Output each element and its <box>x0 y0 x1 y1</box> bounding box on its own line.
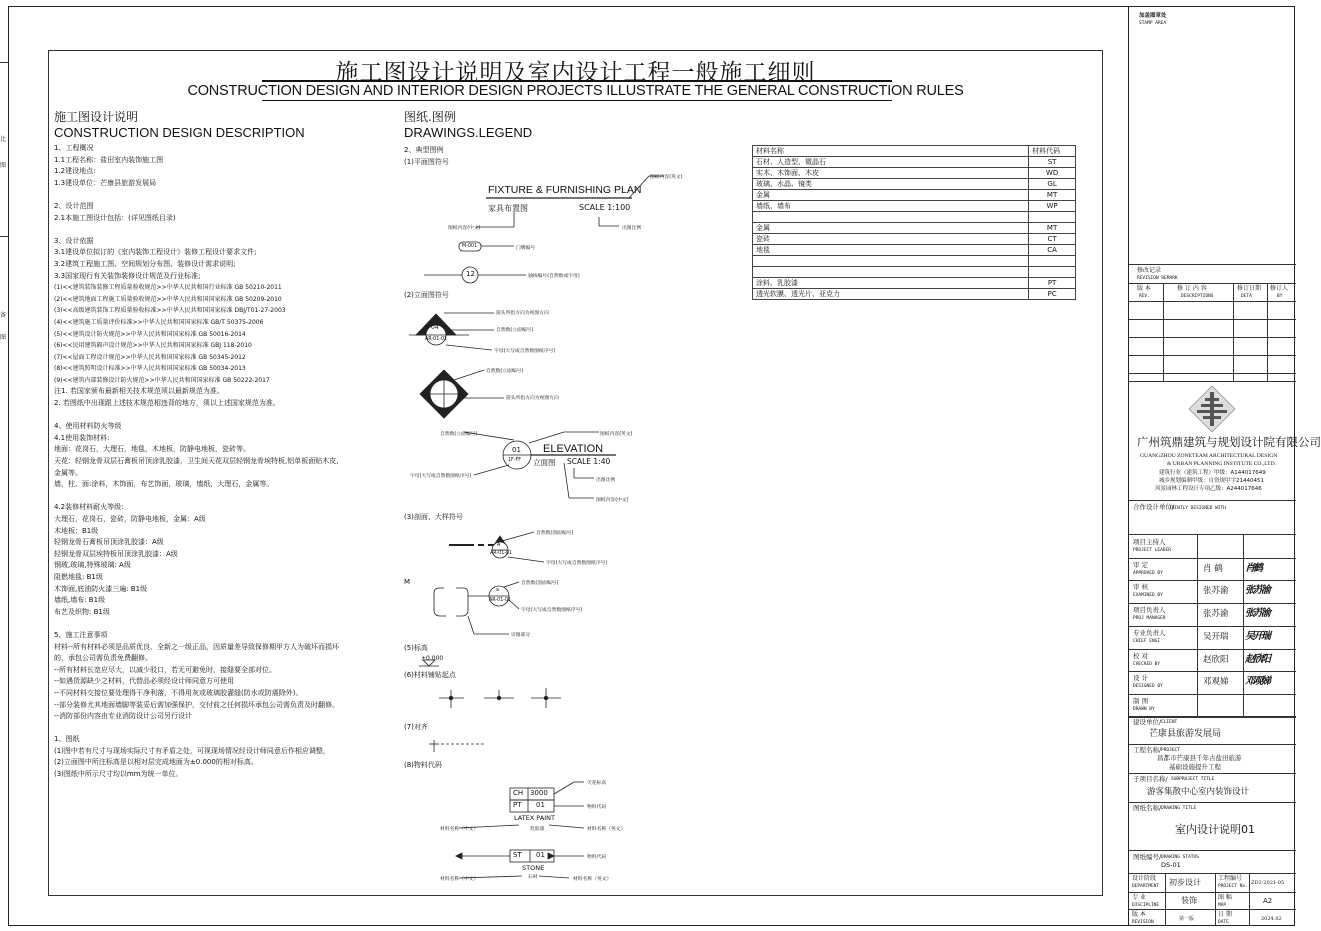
description-line: 天花：轻钢龙骨双层石膏板吊顶涂乳胶漆，卫生间天花双层轻钢龙骨埃特板,铝单板面贴木皮, <box>54 457 339 466</box>
elev-title-cn: 立面图 <box>533 458 556 467</box>
material-code <box>1029 256 1076 267</box>
description-line: (6)<<民用建筑隔声设计规范>>中华人民共和国国家标准 GBJ 118-2010 <box>54 342 252 350</box>
projno-cn: 工程编号 <box>1218 875 1243 882</box>
disc-en: DISCIPLINE <box>1132 903 1160 908</box>
materials-row <box>753 267 1076 278</box>
elev-note-b: 图纸内容(英文) <box>600 432 633 437</box>
materials-row <box>753 245 1076 256</box>
elev-note-d: 出图比例 <box>596 478 616 483</box>
date-cn: 日 期 <box>1218 911 1232 918</box>
description-line: 材料--所有材料必须是品质优良，全新之一级正品，因质量差导致保修期甲方人为破坏而损坏 <box>54 642 340 651</box>
material-name: 透光软膜、透光片、亚克力 <box>753 289 1029 300</box>
rev-title-en: REVISION REMARK <box>1137 276 1178 281</box>
description-line: --不同材料交接位要处理得干净利落，不得用灰或玻璃胶灌缝(防水或防震除外)。 <box>54 688 303 697</box>
role-en: APPROVED BY <box>1133 570 1163 576</box>
code-note-code2: 物料代码 <box>587 855 607 860</box>
description-line: 墙、柱、面:涂料，木饰面，布艺饰面，玻璃，墙纸，大理石，金属等。 <box>54 480 274 489</box>
materials-row <box>753 190 1076 201</box>
client-en: CLIENT <box>1161 720 1178 725</box>
projno-value: ZD2-2021-05 <box>1251 880 1285 886</box>
materials-row <box>753 212 1076 223</box>
project-en: PROJECT <box>1161 748 1180 753</box>
disc-value: 装饰 <box>1181 896 1197 905</box>
role-cn: 审 核 <box>1133 583 1149 592</box>
materials-row <box>753 234 1076 245</box>
legend-symbols <box>404 160 724 890</box>
description-line: 1.2建设地点: <box>54 167 96 176</box>
section-bottom: AR-01-01 <box>490 551 513 556</box>
code-paint-en: LATEX PAINT <box>514 814 556 822</box>
legend-elev-label: (2)立面图符号 <box>404 291 449 299</box>
description-line <box>54 189 394 201</box>
project-line1: 昌都市芒康县千年古盐田旅游 <box>1157 754 1242 762</box>
code-stone-cn: 石材 <box>528 875 538 880</box>
drawing-no-cn: 图纸编号/ <box>1133 853 1162 861</box>
plan-note-en: 图纸内容(英文) <box>650 175 683 180</box>
drawing-title-value: 室内设计说明01 <box>1175 823 1255 836</box>
description-line: (8)<<建筑照明设计标准>>中华人民共和国国家标准 GB 50034-2013 <box>54 365 246 373</box>
left-heading-cn: 施工图设计说明 <box>54 110 139 124</box>
rev-col4-en: BY <box>1277 294 1283 299</box>
projno-en: PROJECT No. <box>1218 884 1248 889</box>
legend-heading-en: DRAWINGS.LEGEND <box>404 125 533 140</box>
code2-b: 01 <box>536 801 545 809</box>
description-line: 3.2建筑工程施工图、空间规划分布图、装修设计需求说明; <box>54 259 236 268</box>
project-cn: 工程名称/ <box>1133 746 1162 754</box>
rev-col3-cn: 修订日期 <box>1237 285 1262 292</box>
material-code: WP <box>1029 201 1076 212</box>
role-cn: 校 对 <box>1133 651 1149 660</box>
size-en: MAP <box>1218 903 1227 908</box>
description-line <box>54 618 394 630</box>
detail-top: a <box>496 588 499 593</box>
description-line: 4.2装修材料耐火等级: <box>54 503 124 512</box>
description-line: (9)<<建筑内部装修设计防火规范>>中华人民共和国国家标准 GB 50222-2017 <box>54 376 270 384</box>
elev1-note-b: 自然数(立面编号) <box>496 328 534 333</box>
material-name: 金属 <box>753 223 1029 234</box>
description-line: 1、工程概况 <box>54 144 94 152</box>
description-line: 木地板：B1级 <box>54 526 99 535</box>
materials-row <box>753 157 1076 168</box>
material-name: 地毯 <box>753 245 1029 256</box>
title-cn: 施工图设计说明及室内设计工程一般施工细则 <box>335 60 816 86</box>
legend-start-label: (6)材料铺贴起点 <box>404 671 456 679</box>
elev-note-c: 字母(大写或自然数图纸序号) <box>410 474 472 479</box>
signature: 张苏渝 <box>1245 585 1269 597</box>
plan-note-scale: 出图比例 <box>622 226 642 231</box>
description-line: (5)<<建筑设计防火规范>>中华人民共和国国家标准 GB 50016-2014 <box>54 330 246 338</box>
description-line: 的，承包公司需负责免费翻修。 <box>54 654 152 663</box>
rev-col4-cn: 修订人 <box>1270 285 1289 292</box>
date-en: DATE <box>1218 920 1229 925</box>
cert2: 城乡规划编制甲级：自资规甲字21440451 <box>1159 478 1264 484</box>
description-line: (2)<<建筑地面工程施工质量验收规范>>中华人民共和国国家标准 GB 50209-2010 <box>54 295 282 303</box>
rev-col2-en: DESCRIPTIONS <box>1181 294 1214 299</box>
client-cn: 建设单位/ <box>1133 718 1162 726</box>
material-name: 玻璃、水晶、镜类 <box>753 179 1029 190</box>
rev-col1-en: REV. <box>1139 294 1150 299</box>
drawing-title-en: DRAWING TITLE <box>1161 806 1197 811</box>
elev-number: 01 <box>512 446 521 454</box>
drawing-no-en: DRAWING STATUS <box>1161 855 1199 860</box>
title-rule <box>262 100 892 101</box>
description-line <box>54 410 394 422</box>
description-line: 金属等。 <box>54 468 82 477</box>
material-code <box>1029 212 1076 223</box>
joint-en: JOINTLY DESIGNED WITH <box>1169 506 1226 511</box>
materials-header-code: 材料代码 <box>1029 146 1076 157</box>
plan-note-cn: 图纸内容(中文) <box>448 226 481 231</box>
materials-row <box>753 223 1076 234</box>
left-edge-label: 备 <box>0 312 7 319</box>
elev1-top: 04 <box>431 324 439 331</box>
legend-heading-cn: 图纸.图例 <box>404 110 456 124</box>
role-en: CHECKED BY <box>1133 661 1161 667</box>
code-note-name-en: 材料名称（英文） <box>587 827 626 832</box>
description-line: 木饰面,底油防火漆三遍: B1级 <box>54 584 148 593</box>
detail-note-c: 详图部分 <box>511 633 531 638</box>
description-line: 布艺及织物: B1级 <box>54 607 110 616</box>
description-line: 2. 若图纸中出现跟上述技术规范相违背的地方，须以上述国家规范为准。 <box>54 399 280 408</box>
description-line: 轻钢龙骨石膏板吊顶涂乳胶漆：A级 <box>54 538 164 547</box>
elev-scale: SCALE 1:40 <box>567 457 611 466</box>
description-line: --所有材料长宽应尽大，以减少驳口，若无可避免时，接缝要全部对位。 <box>54 665 277 674</box>
elev1-note-a: 箭头所指方向为视图方向 <box>496 311 549 316</box>
axis-note: 轴线编号(自然数或字母) <box>528 274 580 279</box>
elev2-note-b: 箭头所指方向为视图方向 <box>506 396 559 401</box>
elev-note-a: 自然数(立面编号) <box>440 432 478 437</box>
title-en: CONSTRUCTION DESIGN AND INTERIOR DESIGN PROJECTS ILLUSTRATE THE GENERAL CONSTRUCTION RULES <box>187 83 964 99</box>
left-heading-en: CONSTRUCTION DESIGN DESCRIPTION <box>54 125 305 140</box>
materials-header-name: 材料名称 <box>753 146 1029 157</box>
material-name <box>753 212 1029 223</box>
material-code: CA <box>1029 245 1076 256</box>
section-note-b: 字母(大写或自然数图纸序号) <box>546 561 608 566</box>
description-line: (3)<<高级建筑装饰工程质量验收标准>>中华人民共和国国家标准 DBJ/T01-27-2003 <box>54 307 286 315</box>
stage-value: 初步设计 <box>1169 878 1201 887</box>
role-name: 张苏渝 <box>1203 609 1229 620</box>
description-line: 3.1建设单位拟订的《室内装饰工程设计》装修工程设计要求文件; <box>54 248 257 257</box>
drawing-no-value: DS-01 <box>1161 861 1181 869</box>
material-code: PT <box>1029 278 1076 289</box>
code-note-name-cn2: 材料名称（中文） <box>440 877 479 882</box>
materials-row <box>753 201 1076 212</box>
rev-col2-cn: 修 订 内 容 <box>1177 285 1207 292</box>
title-block <box>1128 6 1321 926</box>
cert1: 建筑行业（建筑工程）甲级：A144017649 <box>1159 470 1266 476</box>
legend-m-label: M <box>404 578 411 586</box>
role-cn: 设 计 <box>1133 674 1149 683</box>
elev1-note-c: 字母(大写或自然数图纸序号) <box>494 349 556 354</box>
legend-align-label: (7)对齐 <box>404 723 428 731</box>
description-line: 1、图纸 <box>54 735 80 744</box>
axis-number: 12 <box>466 270 475 278</box>
description-line <box>54 224 394 236</box>
section-note-a: 自然数(剖面编号) <box>536 531 574 536</box>
materials-row <box>753 256 1076 267</box>
subproject-value: 游客集散中心室内装饰设计 <box>1147 787 1250 797</box>
description-line: 注1. 若国家颁布最新相关技术规范须以最新规范为准。 <box>54 387 224 396</box>
description-line: (1)图中若有尺寸与现场实际尺寸有矛盾之处，可视现场情况经设计师同意后作相应调整， <box>54 746 330 755</box>
detail-bottom: AR-01-01 <box>489 598 512 603</box>
description-line <box>54 491 394 503</box>
code-note-code: 物料代码 <box>587 805 607 810</box>
description-line: 3、设计依据 <box>54 236 94 245</box>
legend-section-detail-label: (3)剖面、大样符号 <box>404 513 463 521</box>
description-line: (2)立面图中所注标高是以相对层完成地面为±0.000的相对标高。 <box>54 758 258 767</box>
description-line: --部分装修尤其地面墙脚等装妥后需加强保护，交付前之任何损坏承包公司需负责及时翻修。 <box>54 700 340 709</box>
role-name: 赵欣阳 <box>1203 654 1229 665</box>
code-paint-cn: 乳胶漆 <box>530 827 545 832</box>
description-line: 2、设计范围 <box>54 201 94 210</box>
materials-row <box>753 168 1076 179</box>
elev1-bottom: AR-01-01 <box>425 337 448 342</box>
material-code <box>1029 267 1076 278</box>
stamp-cn: 加盖图章处 <box>1139 13 1167 19</box>
legend-level-label: (5)标高 <box>404 644 428 652</box>
detail-note-a: 自然数(剖面编号) <box>521 581 559 586</box>
role-en: PROJECT LEADER <box>1133 548 1171 553</box>
description-line: 4、使用材料防火等级 <box>54 422 122 431</box>
stage-cn: 设计阶段 <box>1132 875 1157 882</box>
rev-en: REVISION <box>1132 920 1154 925</box>
description-line: 1.1工程名称：盐田室内装饰施工图 <box>54 155 164 164</box>
elev2-note-a: 自然数(立面编号) <box>486 369 524 374</box>
material-name: 涂料、乳胶漆 <box>753 278 1029 289</box>
rev-cn: 版 本 <box>1132 911 1146 918</box>
material-name <box>753 256 1029 267</box>
legend-plan-label: (1)平面图符号 <box>404 158 449 166</box>
description-line: 3.3国家现行有关装饰装修设计规范及行业标准; <box>54 271 201 280</box>
plan-scale: SCALE 1:100 <box>579 203 631 212</box>
code1-a: CH <box>513 789 524 797</box>
materials-table <box>752 145 1076 300</box>
signature: 吴开瑞 <box>1245 630 1269 642</box>
left-edge-label: 图 <box>0 162 7 169</box>
description-line: 地面：花岗石，大理石，地毯，木地板，防静电地板，瓷砖等。 <box>54 445 250 454</box>
description-line: (7)<<屋面工程设计规范>>中华人民共和国国家标准 GB 50345-2012 <box>54 353 246 361</box>
code-note-name-en2: 材料名称（英文） <box>573 877 612 882</box>
material-name <box>753 267 1029 278</box>
material-code: MT <box>1029 223 1076 234</box>
description-line: 5、施工注意事项 <box>54 630 108 639</box>
role-en: PROJ MANAGER <box>1133 616 1166 622</box>
signature: 赵欣阳 <box>1245 653 1269 665</box>
company-cn: 广州筑鼎建筑与规划设计院有限公司 <box>1137 435 1321 449</box>
legend-section-label: 2、典型图例 <box>404 146 444 154</box>
role-en: EXAMINED BY <box>1133 593 1163 599</box>
rev-col3-en: DETA <box>1241 294 1252 299</box>
joint-cn: 合作设计单位/ <box>1133 503 1175 511</box>
left-edge-label: 图 <box>0 334 7 341</box>
legend-code-label: (8)物料代码 <box>404 761 442 769</box>
role-cn: 项目负责人 <box>1133 606 1166 615</box>
description-line: 钢玻,玻璃,特殊玻璃: A级 <box>54 561 131 570</box>
plan-title-cn: 家具布置图 <box>488 204 528 213</box>
role-en: DESIGNED BY <box>1133 684 1163 690</box>
role-name: 张苏渝 <box>1203 586 1229 597</box>
description-line: 轻钢龙骨双层埃特板吊顶涂乳胶漆：A级 <box>54 549 178 558</box>
plan-title-en: FIXTURE & FURNISHING PLAN <box>488 184 642 196</box>
role-name: 肖 鹤 <box>1203 563 1223 574</box>
material-name: 墙纸、墙布 <box>753 201 1029 212</box>
role-en: CHIEF ENGI <box>1133 638 1161 644</box>
material-name: 瓷砖 <box>753 234 1029 245</box>
materials-header-row <box>753 146 1076 157</box>
code-note-ch: 天花标高 <box>587 781 607 786</box>
size-cn: 图 幅 <box>1218 894 1232 901</box>
material-code: CT <box>1029 234 1076 245</box>
size-value: A2 <box>1263 897 1273 905</box>
code3-a: ST <box>513 851 522 859</box>
material-code: WD <box>1029 168 1076 179</box>
role-name: 邓观娣 <box>1203 677 1229 688</box>
left-edge-strip <box>0 0 8 931</box>
description-line: 墙纸,墙布: B1级 <box>54 596 106 605</box>
role-cn: 专业负责人 <box>1133 628 1166 637</box>
description-line: (1)<<建筑装饰装修工程质量验收规范>>中华人民共和国行业标准 GB 50210-2011 <box>54 284 282 292</box>
material-code: ST <box>1029 157 1076 168</box>
elev-note-e: 图纸内容(中文) <box>596 498 629 503</box>
description-line: (3)图纸中所示尺寸均以mm为统一单位。 <box>54 770 183 779</box>
signature: 张苏渝 <box>1245 608 1269 620</box>
description-line: 2.1本施工图设计包括：(详见图纸目录) <box>54 213 176 222</box>
materials-row <box>753 179 1076 190</box>
elev-sheet: 1F-FF <box>508 458 522 463</box>
code-stone-en: STONE <box>522 864 545 872</box>
rev-title-cn: 修改记录 <box>1137 267 1162 274</box>
door-note: 门牌编号 <box>516 246 536 251</box>
description-line: --消防部份内容由专业消防设计公司另行设计 <box>54 712 193 721</box>
material-name: 石材、人造型、微晶石 <box>753 157 1029 168</box>
material-code: GL <box>1029 179 1076 190</box>
project-line2: 基础设施提升工程 <box>1169 763 1221 771</box>
subproject-en: SUBPROJECT TITLE <box>1171 777 1215 782</box>
stage-en: DEPARTMENT <box>1132 884 1160 889</box>
material-name: 实木、木饰面、木皮 <box>753 168 1029 179</box>
role-name: 吴开瑞 <box>1203 631 1229 642</box>
rev-value: 第一版 <box>1179 916 1195 922</box>
client-value: 芒康县旅游发展局 <box>1149 729 1222 739</box>
section-top: A <box>497 543 501 548</box>
code2-a: PT <box>513 801 522 809</box>
role-cn: 审 定 <box>1133 560 1149 569</box>
role-en: DRAWN BY <box>1133 706 1155 712</box>
drawing-title-cn: 图纸名称/ <box>1133 804 1162 812</box>
rev-col1-cn: 版 本 <box>1137 285 1151 292</box>
company-logo <box>1187 384 1237 434</box>
description-line: (4)<<建筑施工质量评价标准>>中华人民共和国国家标准 GB/T 50375-2006 <box>54 318 264 326</box>
description-line: 大理石，花岗石，瓷砖，防静电地板，金属：A级 <box>54 515 206 523</box>
company-en2: & URBAN PLANNING INSTITUTE CO.,LTD. <box>1167 461 1277 467</box>
elev-title-en: ELEVATION <box>543 443 604 455</box>
code3-b: 01 <box>536 851 545 859</box>
material-code: MT <box>1029 190 1076 201</box>
materials-row <box>753 289 1076 300</box>
subproject-cn: 子项目名称/ <box>1133 775 1168 783</box>
code1-b: 3000 <box>530 789 548 797</box>
role-cn: 项目主持人 <box>1133 538 1166 546</box>
design-description-text <box>54 143 394 781</box>
cert3: 风景园林工程设计专项乙级：A244017646 <box>1155 486 1262 492</box>
material-name: 金属 <box>753 190 1029 201</box>
description-line: 阻燃地毯: B1级 <box>54 572 103 581</box>
stamp-en: STAMP AREA <box>1139 21 1167 26</box>
disc-cn: 专 业 <box>1132 894 1146 901</box>
description-line: 1.3建设单位：芒康县旅游发展局 <box>54 178 157 187</box>
title-rule <box>262 80 892 82</box>
door-tag: M-001 <box>462 244 478 249</box>
code-note-name-cn: 材料名称（中文） <box>440 827 479 832</box>
material-code: PC <box>1029 289 1076 300</box>
signature: 肖鹤 <box>1245 562 1261 574</box>
materials-row <box>753 278 1076 289</box>
detail-note-b: 字母(大写或自然数图纸序号) <box>521 608 583 613</box>
description-line: 4.1使用装饰材料: <box>54 433 110 442</box>
company-en1: GUANGZHOU ZONETEAM ARCHITECTURAL DESIGN <box>1140 453 1278 459</box>
description-line: --如遇货源缺少之材料，代替品必须经设计师同意方可使用 <box>54 677 235 686</box>
level-value: ±0.000 <box>421 655 444 662</box>
description-line <box>54 723 394 735</box>
left-edge-label: 比 <box>0 136 7 143</box>
date-value: 2024.02 <box>1261 916 1282 922</box>
signature: 邓观娣 <box>1245 676 1269 688</box>
role-cn: 制 图 <box>1133 696 1149 705</box>
